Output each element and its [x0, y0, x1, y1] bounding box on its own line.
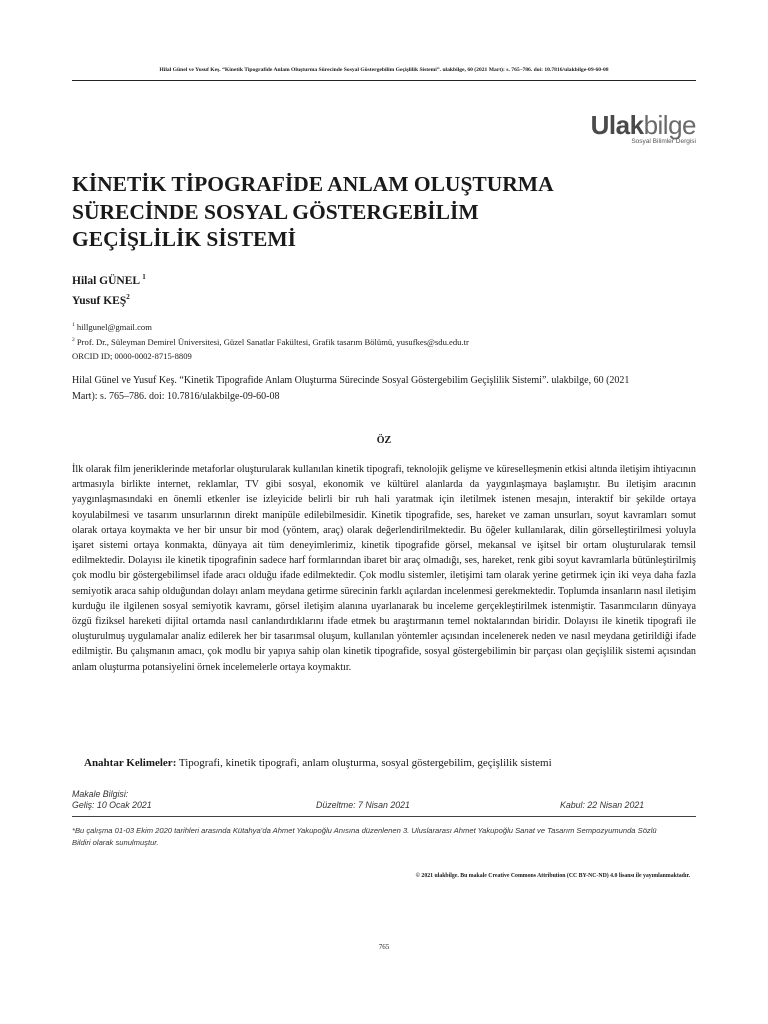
abstract-heading: ÖZ	[376, 435, 392, 446]
article-info-heading: Makale Bilgisi:	[72, 789, 129, 799]
logo-name-ulak: Ulak	[590, 110, 644, 140]
affiliation-mark: 1	[72, 322, 75, 328]
info-divider	[72, 816, 696, 817]
author-1	[72, 269, 146, 289]
author-mark: 1	[142, 273, 146, 281]
abstract-body: İlk olarak film jeneriklerinde metaforlar oluşturularak kullanılan kinetik tipografi, teknolojik gelişme ve küreselleşmenin etkisi altında iletişim ihtiyacının artmasıyla birlikte internet, reklamlar, TV gibi sosyal, ekonomik ve kültürel alanlarda da yaygınlaşmaya başlamıştır. Bu iletişim aracının yaygınlaşmasındaki en önemli etkenler ise izleyicide belirli bir ruh hali yaratmak için iletilmek istenen mesajın, interaktif bir şekilde ortaya koyulabilmesi ve tasarım unsurlarının direkt manipüle edilebilmesidir. Kinetik tipografide, ses, hareket ve zaman unsurları, soyut kavramları somut olarak ortaya koymakta ve her bir unsur bir mod (yöntem, araç) olarak değerlendirilmektedir. Bu öğeler kullanılarak, dilin görselleştirilmesi yoluyla işaret sistemi ortaya konmakta, dünyaya ait tüm deneyimlerimiz, kinetik tipografide görsel, mekansal ve işitsel bir ortam oluşturularak temsil edilmektedir. Dolayısı ile kinetik tipografinin sadece harf formlarından ibaret bir araç olmadığı, ses, hareket, renk gibi soyut kavramlarla bütünleştirilmiş çok modlu bir göstergebilimsel ifade aracı olduğu ifade edilmektedir. Çok modlu sistemler, iletişimi tam olarak yerine getirmek için iki veya daha fazla semiyotik araca sahip olduğundan dolayı anlam meydana getirme sürecinin farklı açılardan incelenmesi gerekmektedir. Toplumda insanların nasıl iletişim kurduğu ile ilgilenen sosyal semiyotik kavramı, görsel iletişim alanına uyarlanarak bu inceleme gerçekleştirilmek istenmiştir. Tasarımcıların dünyaya özgü fiziksel hareketi dijital ortamda nasıl canlandırdıklarını ifade etmek bu araştırmanın temel noktalarından biridir. Dolayısı ile kinetik tipografi ile oluşturulmuş uygulamalar analiz edilerek her bir tasarımsal oluşum, kullanılan yöntemler açısından incelenerek neden ve nasıl meydana getirildiği ifade edilmiştir. Bu çalışmanın amacı, çok modlu bir yapıya sahip olan kinetik tipografide, sosyal göstergebilimin bir parçası olan geçişlilik sistemi açısından anlam oluşturma potansiyelini örnek incelemelerle ortaya koymaktır.	[72, 464, 696, 673]
revised-date: Düzeltme: 7 Nisan 2021	[316, 800, 410, 810]
author-mark: 2	[126, 292, 130, 301]
author-list	[72, 269, 146, 309]
author-name: Yusuf KEŞ	[72, 294, 127, 307]
article-dates	[72, 800, 696, 812]
received-date: Geliş: 10 Ocak 2021	[72, 800, 152, 810]
author-2	[72, 289, 146, 309]
affiliation-mark: 2	[72, 337, 75, 344]
license-notice: © 2021 ulakbilge. Bu makale Creative Commons Attribution (CC BY-NC-ND) 4.0 lisansı ile yayımlanmaktadır.	[415, 873, 690, 879]
page-number: 765	[378, 943, 390, 951]
orcid: ORCID ID; 0000-0002-8715-8809	[72, 350, 192, 361]
affiliation-text: Prof. Dr., Süleyman Demirel Üniversitesi, Güzel Sanatlar Fakültesi, Grafik tasarım Bölümü, yusufkes@sdu.edu.tr	[76, 337, 469, 348]
accepted-date: Kabul: 22 Nisan 2021	[560, 800, 645, 810]
article-title: KİNETİK TİPOGRAFİDE ANLAM OLUŞTURMA SÜRECİNDE SOSYAL GÖSTERGEBİLİM GEÇİŞLİLİK SİSTEMİ	[72, 172, 553, 251]
logo-subtitle: Sosyal Bilimler Dergisi	[631, 138, 696, 145]
affiliation-email[interactable]: hillgunel@gmail.com	[76, 321, 152, 332]
conference-footnote: *Bu çalışma 01-03 Ekim 2020 tarihleri arasında Kütahya’da Ahmet Yakupoğlu Anısına düzenlenen 3. Uluslararası Ahmet Yakupoğlu Sanat ve Tasarım Sempozyumunda Sözlü Bildiri olarak sunulmuştur.	[72, 826, 657, 847]
logo-name-bilge: bilge	[643, 110, 696, 140]
header-divider	[72, 80, 696, 81]
keywords-label: Anahtar Kelimeler:	[84, 757, 177, 769]
affiliations	[72, 319, 469, 363]
affiliation-2	[72, 334, 469, 349]
running-header-citation: Hilal Günel ve Yusuf Keş. “Kinetik Tipografide Anlam Oluşturma Sürecinde Sosyal Göstergebilim Geçişlilik Sistemi”. ulakbilge, 60 (2021 Mart): s. 765–786. doi: 10.7816/ulakbilge-09-60-08	[159, 67, 609, 73]
keywords-text: Tipografi, kinetik tipografi, anlam oluşturma, sosyal göstergebilim, geçişlilik sistemi	[178, 757, 552, 769]
journal-logo	[591, 112, 696, 145]
citation-block: Hilal Günel ve Yusuf Keş. “Kinetik Tipografide Anlam Oluşturma Sürecinde Sosyal Göstergebilim Geçişlilik Sistemi”. ulakbilge, 60 (2021 Mart): s. 765–786. doi: 10.7816/ulakbilge-09-60-08	[72, 375, 630, 402]
author-name: Hilal GÜNEL	[72, 274, 140, 287]
keywords	[84, 757, 552, 769]
article-info	[72, 789, 696, 817]
affiliation-1	[72, 319, 469, 334]
logo-wordmark	[591, 112, 696, 138]
